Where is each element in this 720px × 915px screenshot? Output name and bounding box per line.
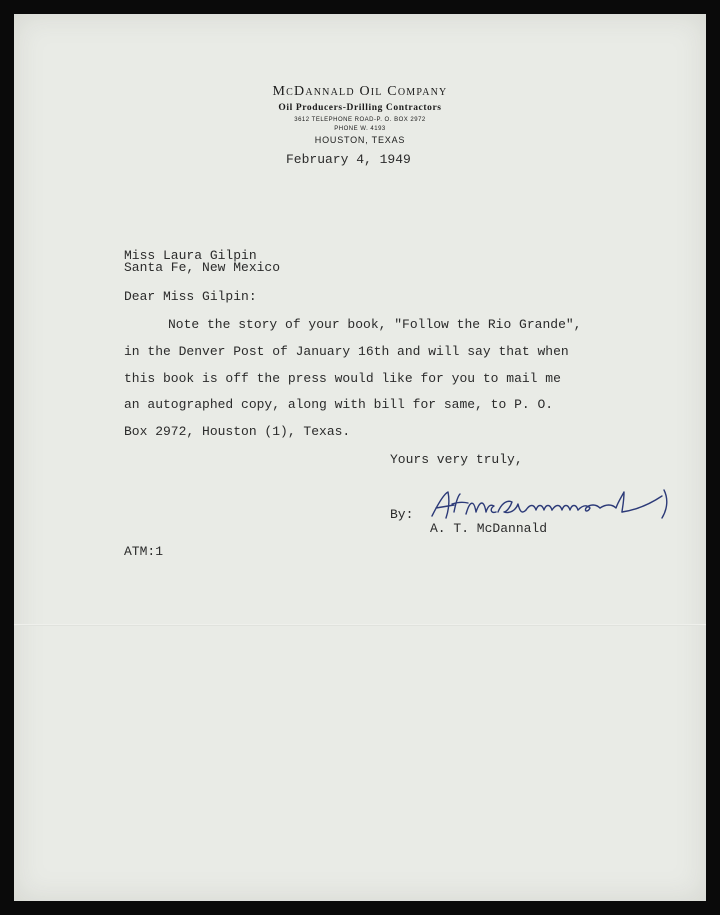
body-line: this book is off the press would like for you to mail me: [124, 371, 561, 386]
closing: Yours very truly,: [390, 452, 523, 467]
body-line: in the Denver Post of January 16th and will say that when: [124, 344, 569, 359]
by-label: By:: [390, 507, 414, 522]
body-line: Note the story of your book, "Follow the Rio Grande",: [168, 317, 582, 332]
letterhead-company-name: McDannald Oil Company: [272, 84, 448, 99]
recipient-name: Miss Laura Gilpin: [124, 248, 257, 263]
letterhead-phone: PHONE W. 4193: [334, 126, 386, 132]
paper-fold-line: [14, 624, 706, 626]
body-line: an autographed copy, along with bill for same, to P. O.: [124, 397, 554, 412]
handwritten-signature: [426, 482, 678, 522]
salutation: Dear Miss Gilpin:: [124, 289, 257, 304]
letter-date: February 4, 1949: [286, 152, 411, 167]
letterhead-city: HOUSTON, TEXAS: [314, 135, 406, 145]
letterhead-address: 3612 TELEPHONE ROAD-P. O. BOX 2972: [294, 117, 426, 123]
letter-page: [14, 14, 706, 901]
signer-name: A. T. McDannald: [430, 521, 548, 536]
letterhead-tagline: Oil Producers-Drilling Contractors: [278, 103, 442, 113]
recipient-city: Santa Fe, New Mexico: [124, 260, 281, 275]
typist-initials: ATM:1: [124, 544, 164, 559]
body-line: Box 2972, Houston (1), Texas.: [124, 424, 351, 439]
